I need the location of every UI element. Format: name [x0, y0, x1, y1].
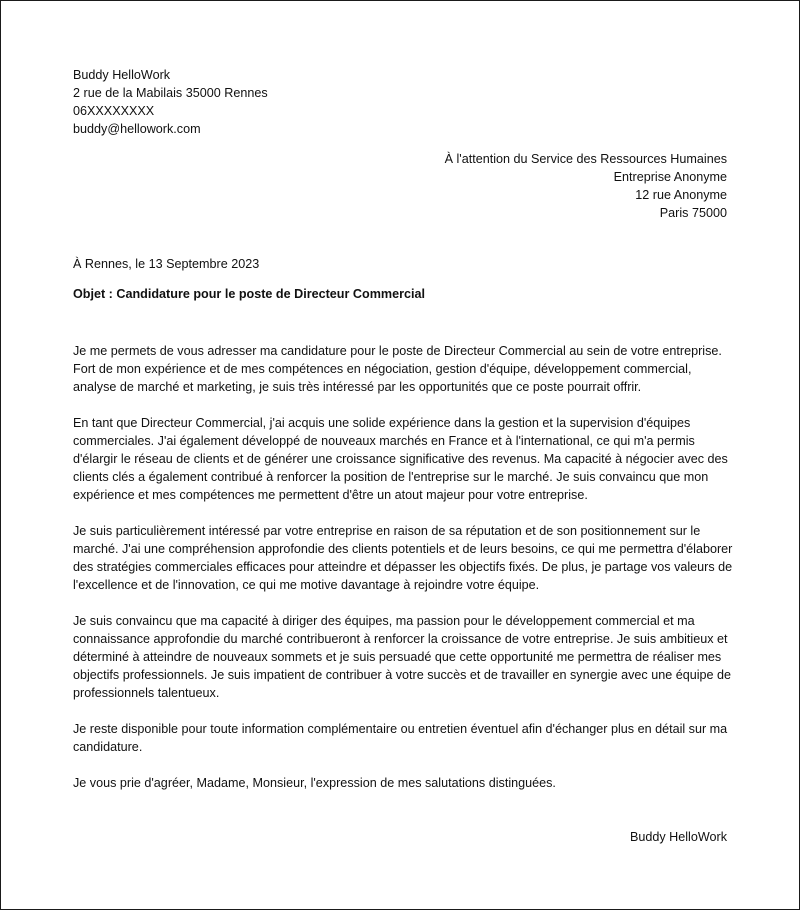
subject-line: Objet : Candidature pour le poste de Directeur Commercial — [73, 287, 425, 301]
date-line: À Rennes, le 13 Septembre 2023 — [73, 257, 260, 271]
recipient-block — [307, 150, 727, 222]
paragraph-experience: En tant que Directeur Commercial, j'ai acquis une solide expérience dans la gestion et la supervision d'équipes commerciales. J'ai également développé de nouveaux marchés en France et à l'international, ce qui m'a permis d'élargir le réseau de clients et de générer une croissance significative des revenus. Ma capacité à négocier avec des clients clés a également contribué à renforcer la position de l'entreprise sur le marché. Je suis convaincu que mon expérience et mes compétences me permettent d'être un atout majeur pour votre entreprise. — [73, 416, 728, 502]
sender-email: buddy@hellowork.com — [73, 122, 201, 136]
signature: Buddy HelloWork — [629, 830, 727, 844]
sender-phone: 06XXXXXXXX — [73, 104, 155, 118]
recipient-company: Entreprise Anonyme — [613, 170, 727, 184]
sender-address: 2 rue de la Mabilais 35000 Rennes — [73, 86, 268, 100]
paragraph-availability: Je reste disponible pour toute information complémentaire ou entretien éventuel afin d'échanger plus en détail sur ma candidature. — [73, 722, 728, 754]
paragraph-conviction: Je suis convaincu que ma capacité à diriger des équipes, ma passion pour le développement commercial et ma connaissance approfondie du marché contribueront à renforcer la croissance de votre entreprise. Je suis ambitieux et déterminé à atteindre de nouveaux sommets et je suis persuadé que cette opportunité me permettra de réaliser mes objectifs professionnels. Je suis impatient de contribuer à votre succès et de travailler en synergie avec une équipe de professionnels talentueux. — [73, 614, 732, 700]
recipient-city: Paris 75000 — [659, 206, 727, 220]
paragraph-intro: Je me permets de vous adresser ma candidature pour le poste de Directeur Commercial au sein de votre entreprise. Fort de mon expérience et de mes compétences en négociation, gestion d'équipe, développement commercial, analyse de marché et marketing, je suis très intéressé par les opportunités que ce poste pourrait offrir. — [73, 344, 722, 394]
recipient-street: 12 rue Anonyme — [635, 188, 727, 202]
letter-body — [73, 342, 733, 810]
sender-block — [73, 66, 473, 138]
sender-name: Buddy HelloWork — [73, 68, 171, 82]
paragraph-motivation: Je suis particulièrement intéressé par votre entreprise en raison de sa réputation et de son positionnement sur le marché. J'ai une compréhension approfondie des clients potentiels et de leurs besoins, ce qui me permettra d'élaborer des stratégies commerciales efficaces pour atteindre et dépasser les objectifs fixés. De plus, je partage vos valeurs de l'excellence et de l'innovation, ce qui me motive davantage à rejoindre votre équipe. — [73, 524, 733, 592]
paragraph-closing: Je vous prie d'agréer, Madame, Monsieur, l'expression de mes salutations distinguées. — [73, 776, 556, 790]
recipient-attention: À l'attention du Service des Ressources Humaines — [444, 152, 727, 166]
